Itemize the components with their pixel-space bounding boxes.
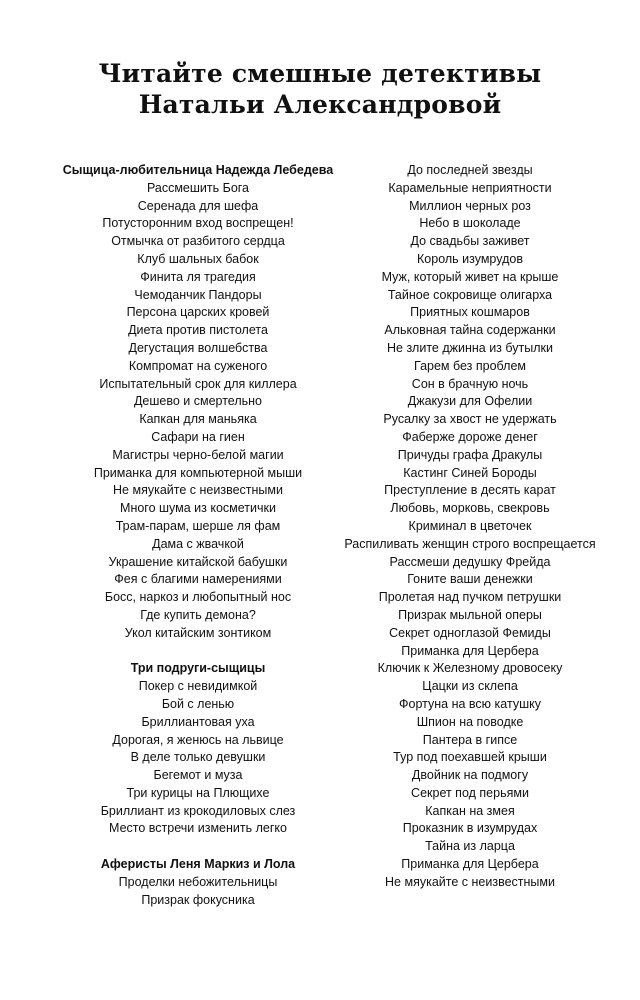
book-title: Рассмеши дедушку Фрейда: [389, 554, 551, 569]
book-title: Отмычка от разбитого сердца: [111, 234, 285, 249]
book-title: Испытательный срок для киллера: [99, 376, 297, 391]
book-title: Компромат на суженого: [128, 358, 268, 373]
book-title: Пролетая над пучком петрушки: [378, 590, 562, 605]
book-title: Джакузи для Офелии: [407, 394, 533, 409]
book-title: До последней звезды: [407, 163, 533, 177]
series-section: [52, 660, 344, 838]
book-title: Тайное сокровище олигарха: [387, 287, 553, 302]
book-title: В деле только девушки: [130, 750, 266, 765]
book-title: Призрак фокусника: [141, 892, 255, 907]
book-title: Муж, который живет на крыше: [381, 269, 559, 284]
series-heading: Аферисты Леня Маркиз и Лола: [100, 857, 296, 872]
book-title: Место встречи изменить легко: [109, 821, 287, 836]
book-title: Кастинг Синей Бороды: [403, 465, 537, 480]
book-title: Рассмешить Бога: [146, 180, 250, 195]
title-line-2: Натальи Александровой: [138, 90, 502, 119]
book-title: Клуб шальных бабок: [137, 251, 259, 266]
book-title: Проказник в изумрудах: [402, 821, 538, 836]
series-section: [52, 856, 344, 909]
book-title: Капкан на змея: [425, 803, 515, 818]
book-title: Призрак мыльной оперы: [398, 607, 542, 622]
book-title: Пантера в гипсе: [422, 732, 518, 747]
book-title: Дорогая, я женюсь на львице: [112, 732, 284, 747]
book-title: Секрет одноглазой Фемиды: [389, 625, 551, 640]
book-title: Не мяукайте с неизвестными: [113, 483, 283, 498]
book-title: Бриллиантовая уха: [141, 714, 255, 729]
title-line-1: Читайте смешные детективы: [98, 59, 542, 88]
book-title: Капкан для маньяка: [139, 412, 257, 427]
series-section: [52, 162, 344, 643]
book-title: Потусторонним вход воспрещен!: [102, 216, 294, 231]
book-title: Трам-парам, шерше ля фам: [115, 518, 281, 533]
book-title: Приманка для компьютерной мыши: [93, 465, 303, 480]
book-title: Король изумрудов: [417, 251, 523, 266]
book-title: Карамельные неприятности: [388, 180, 552, 195]
book-title: Криминал в цветочек: [408, 518, 532, 533]
book-title: Русалку за хвост не удержать: [383, 412, 557, 427]
book-title: Покер с невидимкой: [138, 679, 258, 694]
book-title: Бриллиант из крокодиловых слез: [100, 803, 296, 818]
book-list: [52, 874, 344, 910]
book-title: Шпион на поводке: [416, 714, 524, 729]
book-title: Не мяукайте с неизвестными: [385, 874, 555, 889]
book-title: Двойник на подмогу: [411, 768, 529, 783]
book-title: Укол китайским зонтиком: [124, 625, 272, 640]
book-title: Миллион черных роз: [409, 198, 531, 213]
right-column: [320, 162, 620, 892]
series-heading: Три подруги-сыщицы: [130, 661, 266, 676]
book-list: [320, 162, 620, 892]
book-title: Много шума из косметички: [120, 501, 276, 516]
book-title: Украшение китайской бабушки: [108, 554, 288, 569]
book-title: Не злите джинна из бутылки: [387, 340, 553, 355]
page-title: [0, 58, 640, 120]
book-title: Цацки из склепа: [422, 679, 518, 694]
book-title: Бой с ленью: [161, 696, 235, 711]
book-title: Приятных кошмаров: [410, 305, 530, 320]
book-title: Фея с благими намерениями: [114, 572, 282, 587]
book-title: Гоните ваши денежки: [407, 572, 533, 587]
book-title: Распиливать женщин строго воспрещается: [344, 536, 596, 551]
book-title: Тайна из ларца: [425, 839, 515, 854]
book-title: Где купить демона?: [140, 607, 256, 622]
book-title: Сон в брачную ночь: [411, 376, 529, 391]
book-title: Проделки небожительницы: [118, 874, 278, 889]
book-title: Диета против пистолета: [128, 323, 268, 338]
book-title: Любовь, морковь, свекровь: [390, 501, 550, 516]
book-title: Персона царских кровей: [126, 305, 270, 320]
book-title: Небо в шоколаде: [419, 216, 521, 231]
book-title: Преступление в десять карат: [384, 483, 556, 498]
book-title: Чемоданчик Пандоры: [134, 287, 262, 302]
series-heading: Сыщица-любительница Надежда Лебедева: [62, 163, 334, 177]
book-list: [52, 180, 344, 643]
book-title: Дегустация волшебства: [128, 340, 268, 355]
book-title: Секрет под перьями: [411, 785, 529, 800]
book-title: Приманка для Цербера: [401, 857, 539, 872]
book-title: Приманка для Цербера: [401, 643, 539, 658]
left-column: [52, 162, 344, 927]
book-title: Фаберже дороже денег: [402, 429, 538, 444]
book-title: Гарем без проблем: [414, 358, 526, 373]
book-title: Причуды графа Дракулы: [397, 447, 543, 462]
book-title: Альковная тайна содержанки: [384, 323, 556, 338]
book-title: До свадьбы заживет: [410, 234, 530, 249]
book-title: Серенада для шефа: [137, 198, 259, 213]
book-title: Финита ля трагедия: [140, 269, 256, 284]
book-title: Ключик к Железному дровосеку: [377, 661, 563, 676]
book-title: Дама с жвачкой: [152, 536, 244, 551]
book-title: Три курицы на Плющихе: [126, 785, 270, 800]
book-title: Магистры черно-белой магии: [112, 447, 284, 462]
book-title: Босс, наркоз и любопытный нос: [104, 590, 292, 605]
book-title: Сафари на гиен: [151, 429, 245, 444]
book-list: [52, 678, 344, 838]
book-title: Фортуна на всю катушку: [399, 696, 541, 711]
book-title: Дешево и смертельно: [133, 394, 263, 409]
book-title: Тур под поехавшей крыши: [393, 750, 547, 765]
book-title: Бегемот и муза: [153, 768, 243, 783]
